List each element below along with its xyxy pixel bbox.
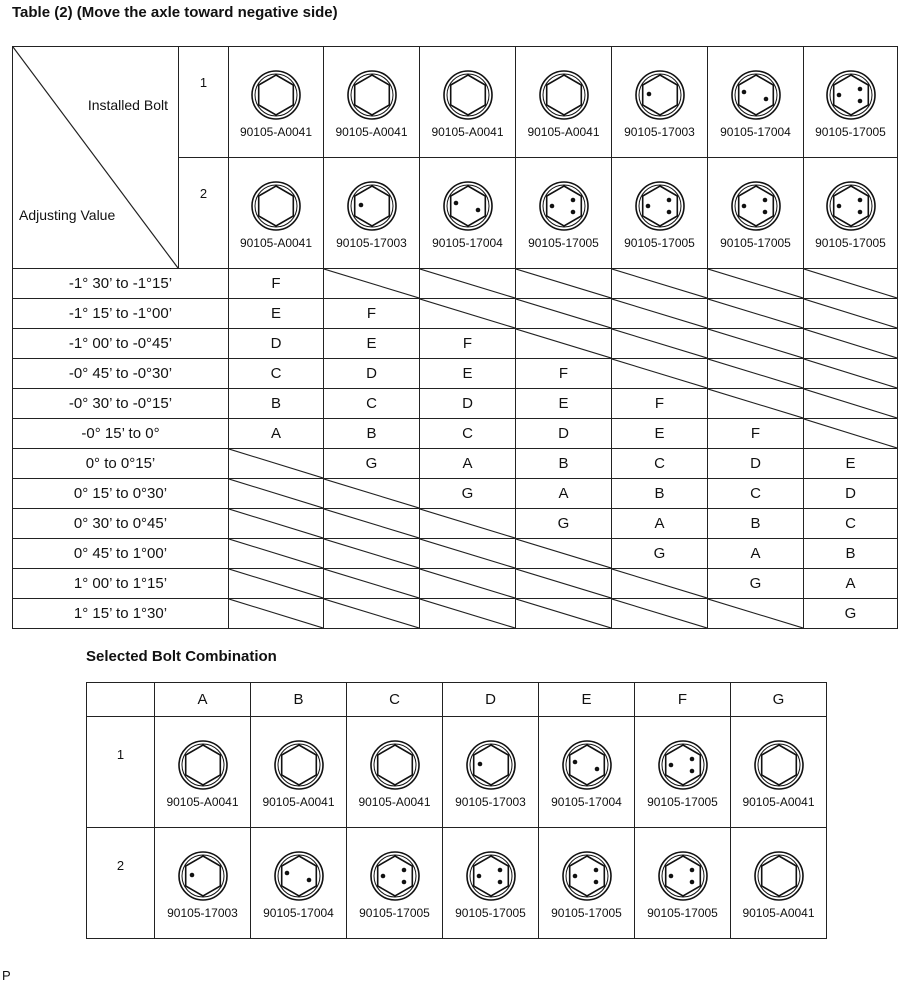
not-applicable-cell	[420, 509, 516, 539]
bolt-dot	[857, 87, 862, 92]
code-cell: F	[324, 299, 420, 329]
part-number: 90105-17003	[336, 236, 407, 250]
slash-mark	[229, 479, 323, 508]
bolt-dot	[666, 210, 671, 215]
selected-bolt-table	[86, 682, 827, 939]
bolt-dot	[689, 880, 694, 885]
code-cell: D	[324, 359, 420, 389]
bolt-dot	[380, 874, 385, 879]
slash-mark	[420, 539, 515, 568]
bolt-dot	[646, 92, 651, 97]
code-cell: E	[612, 419, 708, 449]
bolt-icon	[177, 850, 229, 902]
installed-bolt-cell	[420, 47, 516, 158]
not-applicable-cell	[420, 569, 516, 599]
bolt-dot	[284, 871, 289, 876]
bolt-icon	[538, 69, 590, 121]
bolt-dot	[453, 201, 458, 206]
part-number: 90105-17005	[551, 906, 622, 920]
code-cell: B	[708, 509, 804, 539]
slash-mark	[516, 299, 611, 328]
bolt-icon	[753, 739, 805, 791]
bolt-dot	[549, 204, 554, 209]
slash-mark	[612, 569, 707, 598]
slash-mark	[708, 329, 803, 358]
bolt-icon	[346, 180, 398, 232]
range-label: 1° 15’ to 1°30’	[13, 599, 229, 629]
part-number: 90105-17003	[167, 906, 238, 920]
installed-bolt-cell	[229, 47, 324, 158]
range-label: 0° to 0°15’	[13, 449, 229, 479]
part-number: 90105-17005	[359, 906, 430, 920]
slash-mark	[420, 599, 515, 628]
slash-mark	[420, 569, 515, 598]
slash-mark	[324, 509, 419, 538]
slash-mark	[708, 359, 803, 388]
part-number: 90105-17005	[528, 236, 599, 250]
not-applicable-cell	[804, 359, 898, 389]
bolt-dot	[476, 874, 481, 879]
slash-mark	[324, 269, 419, 298]
not-applicable-cell	[708, 359, 804, 389]
selected-bolt-cell	[443, 717, 539, 828]
bolt-dot	[668, 763, 673, 768]
not-applicable-cell	[804, 299, 898, 329]
range-label: -0° 30’ to -0°15’	[13, 389, 229, 419]
slash-mark	[804, 299, 897, 328]
bolt-icon	[730, 180, 782, 232]
not-applicable-cell	[708, 599, 804, 629]
bolt-dot	[594, 767, 599, 772]
slash-mark	[612, 269, 707, 298]
not-applicable-cell	[612, 599, 708, 629]
column-header: A	[155, 683, 251, 717]
range-label: -0° 45’ to -0°30’	[13, 359, 229, 389]
bolt-icon	[177, 739, 229, 791]
slash-mark	[229, 569, 323, 598]
part-number: 90105-A0041	[742, 795, 815, 809]
table-row	[13, 569, 898, 599]
code-cell: C	[804, 509, 898, 539]
bolt-icon	[634, 69, 686, 121]
code-cell: C	[612, 449, 708, 479]
bolt-dot	[689, 757, 694, 762]
selected-bolt-cell	[251, 717, 347, 828]
slash-mark	[420, 269, 515, 298]
code-cell: A	[708, 539, 804, 569]
code-cell: C	[420, 419, 516, 449]
table-row	[13, 599, 898, 629]
part-number: 90105-17004	[263, 906, 334, 920]
not-applicable-cell	[708, 299, 804, 329]
part-number: 90105-17005	[624, 236, 695, 250]
header-corner-cell	[13, 47, 179, 269]
bolt-dot	[689, 769, 694, 774]
bolt-dot	[570, 198, 575, 203]
not-applicable-cell	[612, 359, 708, 389]
not-applicable-cell	[229, 599, 324, 629]
adjustment-table	[12, 46, 898, 629]
bolt-icon	[369, 739, 421, 791]
bolt-icon	[825, 69, 877, 121]
slash-mark	[420, 299, 515, 328]
row-number-1: 1	[179, 47, 229, 158]
slash-mark	[612, 599, 707, 628]
not-applicable-cell	[516, 569, 612, 599]
slash-mark	[516, 569, 611, 598]
bolt-icon	[825, 180, 877, 232]
bolt-dot	[857, 198, 862, 203]
code-cell: A	[420, 449, 516, 479]
code-cell: D	[708, 449, 804, 479]
bolt-dot	[666, 198, 671, 203]
code-cell: B	[324, 419, 420, 449]
slash-mark	[804, 419, 897, 448]
bolt-icon	[538, 180, 590, 232]
code-cell: E	[516, 389, 612, 419]
slash-mark	[229, 539, 323, 568]
code-cell: A	[229, 419, 324, 449]
adjusting-bolt-cell	[804, 158, 898, 269]
code-cell: B	[804, 539, 898, 569]
bolt-dot	[572, 874, 577, 879]
installed-bolt-label: Installed Bolt	[87, 97, 168, 113]
part-number: 90105-A0041	[742, 906, 815, 920]
bolt-icon	[369, 850, 421, 902]
selected-bolt-cell	[731, 717, 827, 828]
bolt-icon	[442, 69, 494, 121]
code-cell: F	[229, 269, 324, 299]
column-header: F	[635, 683, 731, 717]
code-cell: E	[804, 449, 898, 479]
part-number: 90105-A0041	[527, 125, 600, 139]
not-applicable-cell	[612, 269, 708, 299]
bolt-dot	[836, 93, 841, 98]
not-applicable-cell	[516, 269, 612, 299]
bolt-dot	[762, 198, 767, 203]
bolt-dot	[497, 868, 502, 873]
not-applicable-cell	[420, 269, 516, 299]
part-number: 90105-17004	[432, 236, 503, 250]
bolt-dot	[836, 204, 841, 209]
bolt-icon	[465, 739, 517, 791]
bolt-icon	[561, 739, 613, 791]
bolt-icon	[730, 69, 782, 121]
slash-mark	[516, 599, 611, 628]
selected-bolt-cell	[251, 828, 347, 939]
range-label: 0° 15’ to 0°30’	[13, 479, 229, 509]
bolt-dot	[593, 880, 598, 885]
not-applicable-cell	[804, 329, 898, 359]
not-applicable-cell	[804, 389, 898, 419]
bolt-dot	[741, 90, 746, 95]
not-applicable-cell	[324, 599, 420, 629]
part-number: 90105-17005	[455, 906, 526, 920]
table-row	[13, 479, 898, 509]
selected-bolt-cell	[155, 717, 251, 828]
selected-bolt-cell	[635, 828, 731, 939]
part-number: 90105-17005	[815, 125, 886, 139]
code-cell: G	[420, 479, 516, 509]
adjusting-bolt-cell	[708, 158, 804, 269]
table-row	[13, 539, 898, 569]
selected-row-number-2: 2	[87, 828, 155, 939]
selected-bolt-cell	[539, 717, 635, 828]
bolt-icon	[465, 850, 517, 902]
installed-bolt-cell	[708, 47, 804, 158]
installed-bolt-cell	[804, 47, 898, 158]
not-applicable-cell	[324, 539, 420, 569]
slash-mark	[708, 389, 803, 418]
slash-mark	[612, 329, 707, 358]
bolt-dot	[689, 868, 694, 873]
selected-bolt-cell	[443, 828, 539, 939]
table-row	[13, 419, 898, 449]
bolt-dot	[475, 208, 480, 213]
bolt-icon	[273, 739, 325, 791]
slash-mark	[229, 599, 323, 628]
code-cell: D	[804, 479, 898, 509]
corner-mark: P	[2, 968, 11, 983]
bolt-dot	[358, 203, 363, 208]
part-number: 90105-A0041	[431, 125, 504, 139]
not-applicable-cell	[324, 269, 420, 299]
bolt-dot	[401, 868, 406, 873]
part-number: 90105-17004	[720, 125, 791, 139]
slash-mark	[612, 299, 707, 328]
code-cell: A	[516, 479, 612, 509]
bolt-dot	[189, 873, 194, 878]
not-applicable-cell	[612, 569, 708, 599]
part-number: 90105-A0041	[358, 795, 431, 809]
part-number: 90105-17003	[455, 795, 526, 809]
adjusting-value-label: Adjusting Value	[19, 207, 116, 223]
not-applicable-cell	[516, 599, 612, 629]
bolt-dot	[857, 210, 862, 215]
part-number: 90105-A0041	[239, 125, 313, 139]
code-cell: F	[420, 329, 516, 359]
slash-mark	[516, 269, 611, 298]
not-applicable-cell	[324, 479, 420, 509]
table-row	[13, 299, 898, 329]
code-cell: F	[708, 419, 804, 449]
code-cell: G	[612, 539, 708, 569]
bolt-dot	[401, 880, 406, 885]
column-header: C	[347, 683, 443, 717]
not-applicable-cell	[708, 389, 804, 419]
slash-mark	[229, 509, 323, 538]
range-label: 0° 30’ to 0°45’	[13, 509, 229, 539]
code-cell: B	[229, 389, 324, 419]
not-applicable-cell	[804, 269, 898, 299]
bolt-icon	[346, 69, 398, 121]
slash-mark	[804, 269, 897, 298]
part-number: 90105-17005	[647, 906, 718, 920]
section-title: Selected Bolt Combination	[86, 648, 277, 665]
slash-mark	[324, 599, 419, 628]
not-applicable-cell	[708, 329, 804, 359]
selected-bolt-cell	[731, 828, 827, 939]
column-header: D	[443, 683, 539, 717]
table-row	[13, 449, 898, 479]
slash-mark	[324, 479, 419, 508]
not-applicable-cell	[612, 299, 708, 329]
code-cell: G	[708, 569, 804, 599]
not-applicable-cell	[229, 479, 324, 509]
table-row	[13, 509, 898, 539]
slash-mark	[708, 599, 803, 628]
code-cell: F	[612, 389, 708, 419]
selected-bolt-cell	[347, 717, 443, 828]
range-label: 1° 00’ to 1°15’	[13, 569, 229, 599]
bolt-dot	[741, 204, 746, 209]
slash-mark	[516, 329, 611, 358]
installed-bolt-cell	[612, 47, 708, 158]
part-number: 90105-17003	[624, 125, 695, 139]
code-cell: G	[516, 509, 612, 539]
not-applicable-cell	[708, 269, 804, 299]
bolt-dot	[857, 99, 862, 104]
bolt-icon	[753, 850, 805, 902]
slash-mark	[804, 389, 897, 418]
bolt-icon	[442, 180, 494, 232]
part-number: 90105-A0041	[262, 795, 335, 809]
code-cell: F	[516, 359, 612, 389]
slash-mark	[804, 359, 897, 388]
not-applicable-cell	[516, 299, 612, 329]
code-cell: E	[420, 359, 516, 389]
code-cell: G	[324, 449, 420, 479]
slash-mark	[324, 539, 419, 568]
bolt-dot	[570, 210, 575, 215]
bolt-dot	[668, 874, 673, 879]
code-cell: C	[229, 359, 324, 389]
not-applicable-cell	[229, 509, 324, 539]
adjusting-bolt-cell	[324, 158, 420, 269]
part-number: 90105-17005	[815, 236, 886, 250]
not-applicable-cell	[420, 599, 516, 629]
table-row	[13, 359, 898, 389]
selected-corner-cell	[87, 683, 155, 717]
code-cell: D	[420, 389, 516, 419]
bolt-dot	[497, 880, 502, 885]
table-row	[13, 269, 898, 299]
not-applicable-cell	[516, 539, 612, 569]
bolt-icon	[657, 850, 709, 902]
code-cell: A	[612, 509, 708, 539]
adjusting-bolt-cell	[229, 158, 324, 269]
part-number: 90105-A0041	[335, 125, 408, 139]
part-number: 90105-A0041	[166, 795, 239, 809]
part-number: 90105-17005	[647, 795, 718, 809]
slash-mark	[516, 539, 611, 568]
table-row	[13, 389, 898, 419]
not-applicable-cell	[324, 509, 420, 539]
part-number: 90105-17004	[551, 795, 622, 809]
code-cell: E	[324, 329, 420, 359]
not-applicable-cell	[804, 419, 898, 449]
selected-row-number-1: 1	[87, 717, 155, 828]
bolt-dot	[763, 97, 768, 102]
selected-bolt-cell	[635, 717, 731, 828]
bolt-icon	[273, 850, 325, 902]
code-cell: G	[804, 599, 898, 629]
code-cell: B	[612, 479, 708, 509]
slash-mark	[229, 449, 323, 478]
range-label: -1° 00’ to -0°45’	[13, 329, 229, 359]
code-cell: A	[804, 569, 898, 599]
range-label: 0° 45’ to 1°00’	[13, 539, 229, 569]
installed-bolt-cell	[324, 47, 420, 158]
code-cell: E	[229, 299, 324, 329]
selected-bolt-cell	[539, 828, 635, 939]
column-header: B	[251, 683, 347, 717]
row-number-2: 2	[179, 158, 229, 269]
part-number: 90105-17005	[720, 236, 791, 250]
adjusting-bolt-cell	[420, 158, 516, 269]
corner-diagonal	[13, 47, 178, 268]
not-applicable-cell	[229, 569, 324, 599]
range-label: -0° 15’ to 0°	[13, 419, 229, 449]
slash-mark	[612, 359, 707, 388]
bolt-dot	[762, 210, 767, 215]
code-cell: D	[516, 419, 612, 449]
bolt-dot	[645, 204, 650, 209]
code-cell: B	[516, 449, 612, 479]
bolt-dot	[593, 868, 598, 873]
slash-mark	[420, 509, 515, 538]
table-row	[13, 329, 898, 359]
not-applicable-cell	[612, 329, 708, 359]
adjusting-bolt-cell	[612, 158, 708, 269]
slash-mark	[708, 269, 803, 298]
adjusting-bolt-cell	[516, 158, 612, 269]
slash-mark	[804, 329, 897, 358]
selected-bolt-cell	[347, 828, 443, 939]
code-cell: C	[324, 389, 420, 419]
installed-bolt-cell	[516, 47, 612, 158]
not-applicable-cell	[420, 539, 516, 569]
not-applicable-cell	[324, 569, 420, 599]
selected-bolt-cell	[155, 828, 251, 939]
bolt-icon	[250, 180, 302, 232]
bolt-icon	[250, 69, 302, 121]
bolt-dot	[477, 762, 482, 767]
part-number: 90105-A0041	[239, 236, 313, 250]
slash-mark	[324, 569, 419, 598]
range-label: -1° 30’ to -1°15’	[13, 269, 229, 299]
bolt-icon	[634, 180, 686, 232]
not-applicable-cell	[229, 449, 324, 479]
page-title: Table (2) (Move the axle toward negative side)	[12, 4, 338, 21]
not-applicable-cell	[516, 329, 612, 359]
column-header: G	[731, 683, 827, 717]
bolt-dot	[572, 760, 577, 765]
bolt-icon	[657, 739, 709, 791]
range-label: -1° 15’ to -1°00’	[13, 299, 229, 329]
not-applicable-cell	[420, 299, 516, 329]
not-applicable-cell	[229, 539, 324, 569]
column-header: E	[539, 683, 635, 717]
code-cell: D	[229, 329, 324, 359]
bolt-icon	[561, 850, 613, 902]
bolt-dot	[306, 878, 311, 883]
slash-mark	[708, 299, 803, 328]
code-cell: C	[708, 479, 804, 509]
